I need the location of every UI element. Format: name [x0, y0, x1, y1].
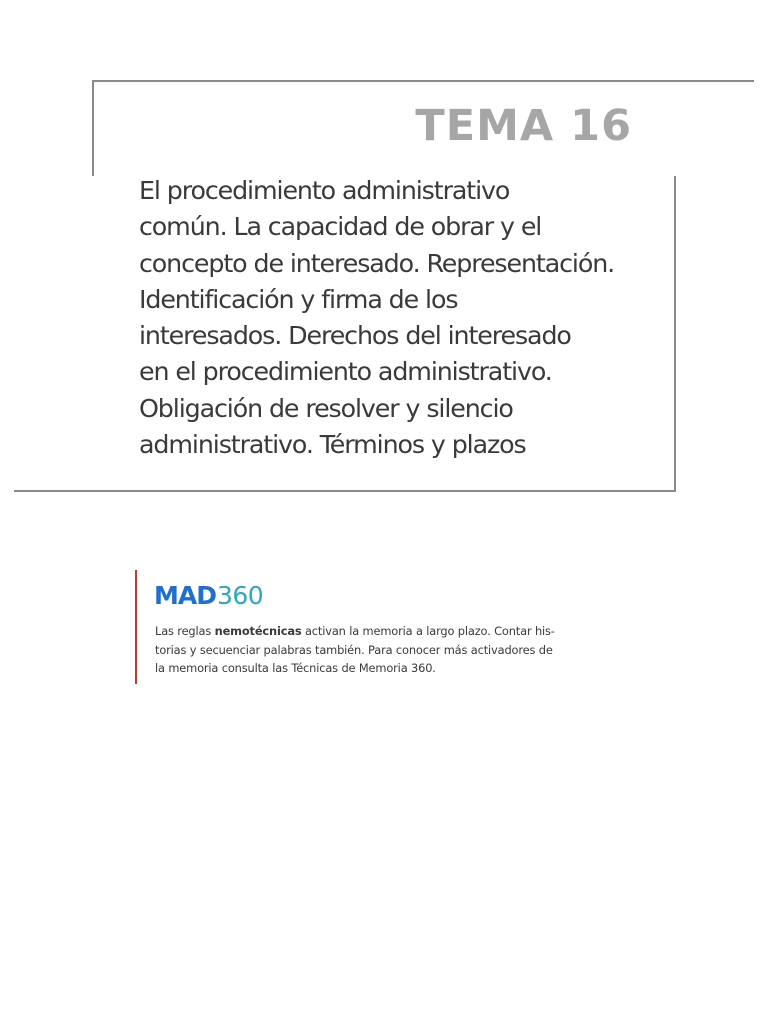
tip-line-1-end: activan la memoria a largo plazo. Contar his- — [301, 624, 555, 638]
tip-accent-bar — [135, 570, 137, 684]
tip-keyword: nemotécnicas — [214, 624, 302, 638]
title-line: Obligación de resolver y silencio — [139, 393, 513, 423]
tip-paragraph — [155, 622, 635, 678]
mad360-logo — [154, 582, 263, 610]
title-line: interesados. Derechos del interesado — [139, 321, 571, 351]
logo-mad-text: MAD — [154, 581, 216, 610]
tip-line-2: torias y secuenciar palabras también. Para conocer más activadores de — [155, 642, 553, 657]
title-line: El procedimiento administrativo — [139, 176, 510, 205]
title-line: concepto de interesado. Representación. — [139, 248, 615, 278]
tema-number: TEMA 16 — [415, 101, 632, 151]
frame-bottom-line — [14, 490, 676, 492]
frame-top-line — [92, 80, 754, 82]
frame-right-line — [674, 176, 676, 492]
title-line: Identificación y firma de los — [139, 284, 458, 314]
tip-line-1 — [155, 622, 635, 641]
logo-number-text: 360 — [216, 581, 264, 610]
tip-line-1-start: Las reglas — [155, 624, 215, 638]
chapter-title — [139, 173, 669, 463]
title-line: en el procedimiento administrativo. — [139, 357, 552, 387]
tip-line-3: la memoria consulta las Técnicas de Memoria 360. — [155, 661, 436, 675]
title-line: común. La capacidad de obrar y el — [139, 212, 542, 242]
frame-left-line — [92, 80, 94, 176]
title-line: administrativo. Términos y plazos — [139, 430, 526, 460]
